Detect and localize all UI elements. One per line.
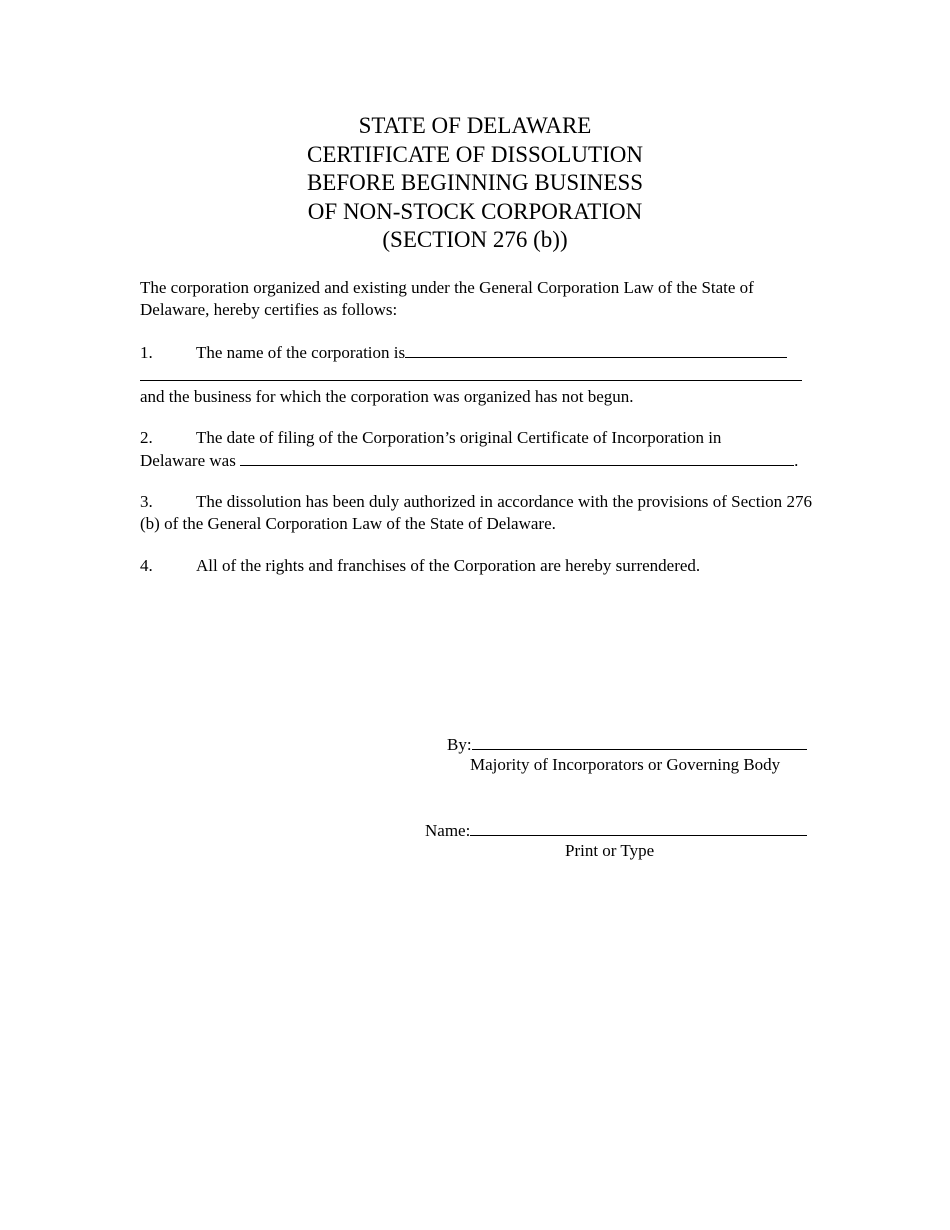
item-2-text: The date of filing of the Corporation’s original Certificate of Incorporation in <box>196 428 722 447</box>
item-3 <box>140 491 812 534</box>
item-2-continuation: Delaware was <box>140 450 236 470</box>
item-4-number: 4. <box>140 556 153 575</box>
name-label: Name: <box>425 821 471 840</box>
item-3-text: The dissolution has been duly authorized in accordance with the provisions of Section 276 (b) of the General Corporation Law of the State of Delaware. <box>140 492 812 533</box>
name-caption: Print or Type <box>565 841 655 860</box>
title-line-certificate: CERTIFICATE OF DISSOLUTION <box>307 141 643 167</box>
item-1-continuation: and the business for which the corporation was organized has not begun. <box>140 387 634 406</box>
item-4-text: All of the rights and franchises of the Corporation are hereby surrendered. <box>196 556 701 575</box>
document-title <box>0 112 950 255</box>
signature-by-blank[interactable] <box>472 733 807 750</box>
signature-name-blank[interactable] <box>470 819 807 836</box>
item-2 <box>140 427 812 471</box>
signature-name-row <box>425 819 807 842</box>
signature-by-row <box>447 733 807 756</box>
by-caption: Majority of Incorporators or Governing Body <box>470 755 781 774</box>
intro-paragraph: The corporation organized and existing under the General Corporation Law of the State of Delaware, hereby certifies as follows: <box>140 278 754 319</box>
corporation-name-blank-continued[interactable] <box>140 364 802 381</box>
by-label: By: <box>447 735 472 754</box>
item-1 <box>140 341 812 408</box>
item-2-number: 2. <box>140 428 153 447</box>
filing-date-blank[interactable] <box>240 449 794 466</box>
title-line-state: STATE OF DELAWARE <box>358 113 592 138</box>
item-3-number: 3. <box>140 492 153 511</box>
item-1-number: 1. <box>140 343 153 362</box>
title-line-before-business: BEFORE BEGINNING BUSINESS <box>306 170 644 196</box>
item-1-text: The name of the corporation is <box>196 343 406 362</box>
item-2-end: . <box>794 450 799 470</box>
item-4 <box>140 555 812 577</box>
title-line-section: (SECTION 276 (b)) <box>382 227 568 253</box>
title-line-non-stock: OF NON-STOCK CORPORATION <box>307 198 643 224</box>
corporation-name-blank[interactable] <box>405 341 787 358</box>
